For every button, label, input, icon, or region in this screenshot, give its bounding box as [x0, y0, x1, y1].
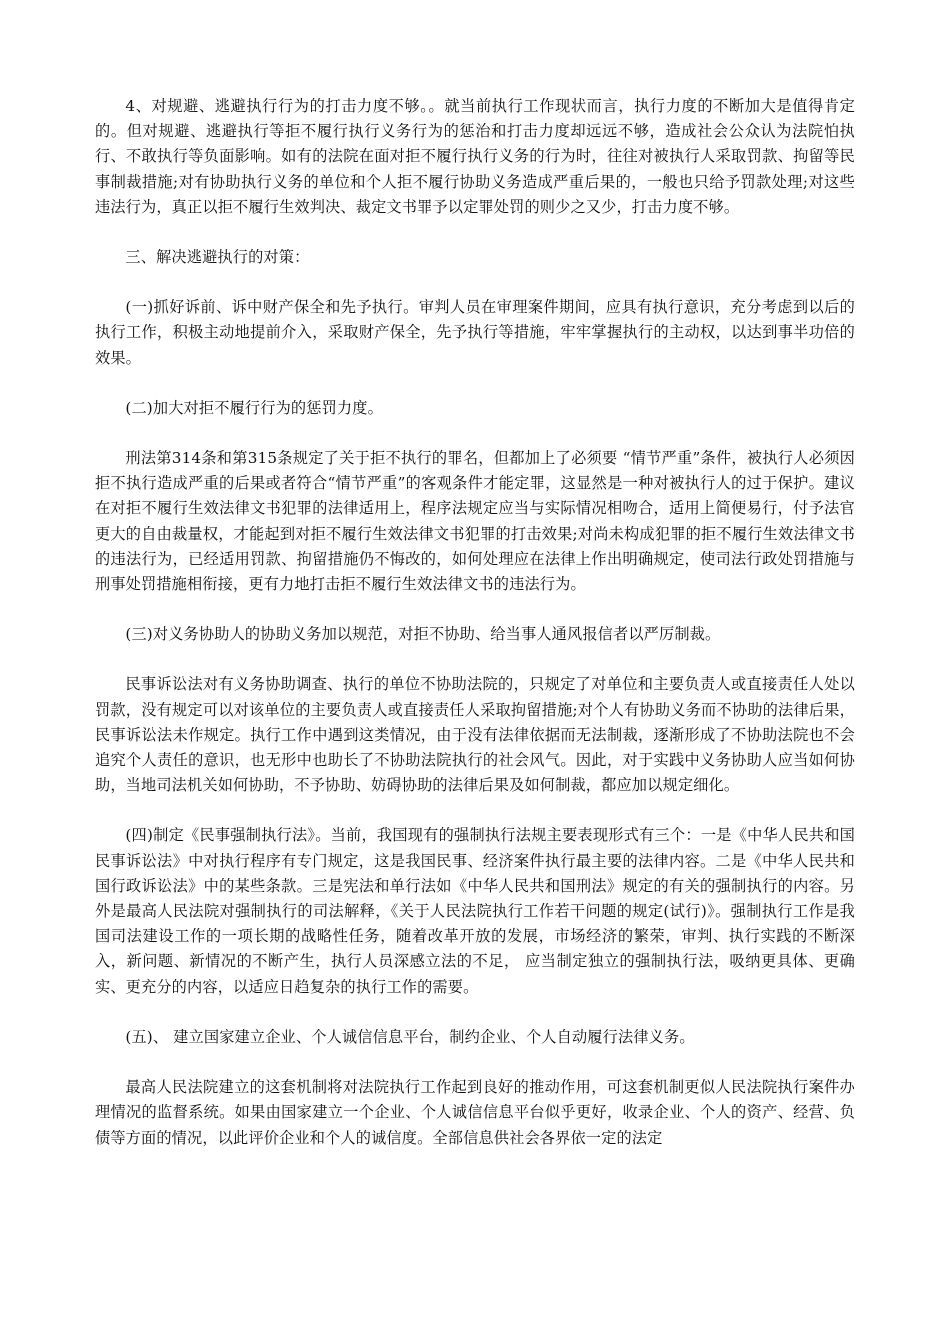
paragraph-asset-preservation: (一)抓好诉前、诉中财产保全和先予执行。审判人员在审理案件期间，应具有执行意识，充分考虑到以后的执行工作，积极主动地提前介入，采取财产保全，先予执行等措施，牢牢掌握执行的主动权，以达到事半功倍的效果。 — [95, 298, 855, 367]
paragraph-gap — [95, 597, 855, 622]
paragraph-supreme-court-mechanism: 最高人民法院建立的这套机制将对法院执行工作起到良好的推动作用，可这套机制更似人民法院执行案件办理情况的监督系统。如果由国家建立一个企业、个人诚信信息平台似乎更好，收录企业、个人的资产、经营、负债等方面的情况，以此评价企业和个人的诚信度。全部信息供社会各界依一定的法定 — [95, 1078, 855, 1147]
paragraph-enforcement-weakness: 4、对规避、逃避执行行为的打击力度不够。。就当前执行工作现状而言，执行力度的不断加大是值得肯定的。但对规避、逃避执行等拒不履行执行义务行为的惩治和打击力度却远远不够，造成社会公众认为法院怕执行、不敢执行等负面影响。如有的法院在面对拒不履行执行义务的行为时，往往对被执行人采取罚款、拘留等民事制裁措施;对有协助执行义务的单位和个人拒不履行协助义务造成严重后果的，一般也只给予罚款处理;对这些违法行为，真正以拒不履行生效判决、裁定文书罪予以定罪处罚的则少之又少，打击力度不够。 — [95, 97, 855, 216]
section-heading-countermeasures: 三、解决逃避执行的对策： — [125, 248, 310, 267]
paragraph-gap — [95, 798, 855, 823]
paragraph-enforcement-law: (四)制定《民事强制执行法》。当前，我国现有的强制执行法规主要表现形式有三个：一是《中华人民共和国民事诉讼法》中对执行程序有专门规定，这是我国民事、经济案件执行最主要的法律内容。二是《中华人民共和国行政诉讼法》中的某些条款。三是宪法和单行法如《中华人民共和国刑法》规定的有关的强制执行的内容。另外是最高人民法院对强制执行的司法解释，《关于人民法院执行工作若干问题的规定(试行)》。强制执行工作是我国司法建设工作的一项长期的战略性任务，随着改革开放的发展，市场经济的繁荣，审判、执行实践的不断深入，新问题、新情况的不断产生，执行人员深感立法的不足， 应当制定独立的强制执行法，吸纳更具体、更确实、更充分的内容，以适应日趋复杂的执行工作的需要。 — [95, 826, 855, 996]
paragraph-gap — [95, 1050, 855, 1075]
paragraph-criminal-law: 刑法第314条和第315条规定了关于拒不执行的罪名，但都加上了必须要 “情节严重”条件，被执行人必须因拒不执行造成严重的后果或者符合“情节严重”的客观条件才能定罪，这显然是一种对被执行人的过于保护。建议在对拒不履行生效法律文书犯罪的法律适用上，程序法规定应当与实际情况相吻合，适用上简便易行，付予法官更大的自由裁量权，才能起到对拒不履行生效法律文书犯罪的打击效果;对尚未构成犯罪的拒不履行生效法律文书的违法行为，已经适用罚款、拘留措施仍不悔改的，如何处理应在法律上作出明确规定，使司法行政处罚措施与刑事处罚措施相衔接，更有力地打击拒不履行生效法律文书的违法行为。 — [95, 449, 855, 594]
paragraph-gap — [95, 220, 855, 245]
paragraph-gap — [95, 647, 855, 672]
paragraph-gap — [95, 371, 855, 396]
paragraph-gap — [95, 1000, 855, 1025]
document-page — [95, 94, 855, 1151]
subheading-assistance-duty: (三)对义务协助人的协助义务加以规范，对拒不协助、给当事人通风报信者以严厉制裁。 — [125, 625, 721, 644]
subheading-punishment: (二)加大对拒不履行行为的惩罚力度。 — [125, 398, 383, 417]
paragraph-gap — [95, 270, 855, 295]
paragraph-gap — [95, 421, 855, 446]
paragraph-civil-procedure: 民事诉讼法对有义务协助调查、执行的单位不协助法院的，只规定了对单位和主要负责人或直接责任人处以罚款，没有规定可以对该单位的主要负责人或直接责任人采取拘留措施;对个人有协助义务而不协助的法律后果，民事诉讼法未作规定。执行工作中遇到这类情况，由于没有法律依据而无法制裁，逐渐形成了不协助法院也不会追究个人责任的意识，也无形中也助长了不协助法院执行的社会风气。因此，对于实践中义务协助人应当如何协助，当地司法机关如何协助，不予协助、妨碍协助的法律后果及如何制裁，都应加以规定细化。 — [95, 675, 855, 795]
subheading-credit-platform: (五)、 建立国家建立企业、个人诚信信息平台，制约企业、个人自动履行法律义务。 — [125, 1027, 695, 1046]
